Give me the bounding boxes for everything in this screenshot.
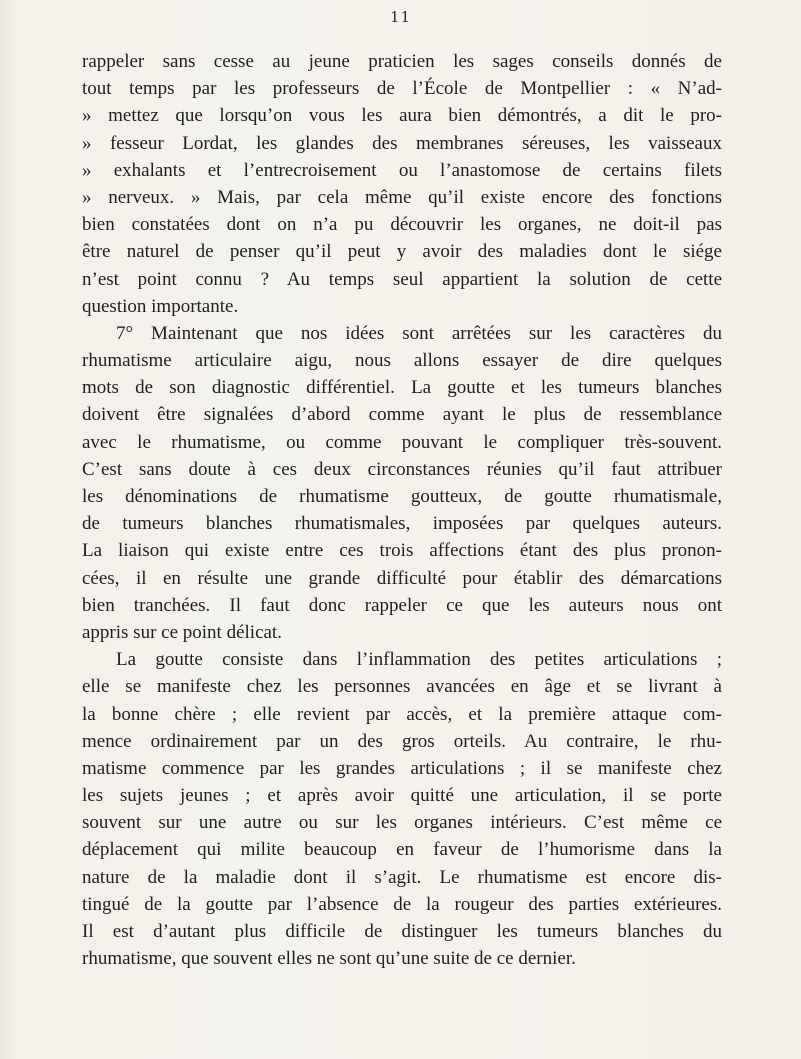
text-line: cées, il en résulte une grande difficulté pour établir des démarcations bbox=[82, 567, 722, 589]
text-line: nature de la maladie dont il s’agit. Le rhumatisme est encore dis- bbox=[82, 866, 722, 888]
text-line: question importante. bbox=[82, 295, 239, 317]
text-line: bien constatées dont on n’a pu découvrir les organes, ne doit-il pas bbox=[82, 214, 722, 236]
text-line: bien tranchées. Il faut donc rappeler ce que les auteurs nous ont bbox=[82, 594, 722, 616]
text-line: » mettez que lorsqu’on vous les aura bien démontrés, a dit le pro- bbox=[82, 105, 722, 127]
text-line: les sujets jeunes ; et après avoir quitté une articulation, il se porte bbox=[82, 785, 722, 807]
text-line: être naturel de penser qu’il peut y avoir des maladies dont le siége bbox=[82, 241, 722, 263]
text-line: souvent sur une autre ou sur les organes intérieurs. C’est même ce bbox=[82, 812, 722, 834]
text-line: les dénominations de rhumatisme goutteux, de goutte rhumatismale, bbox=[82, 486, 722, 507]
text-line: » fesseur Lordat, les glandes des membranes séreuses, les vaisseaux bbox=[82, 132, 722, 154]
text-line: matisme commence par les grandes articulations ; il se manifeste chez bbox=[82, 757, 722, 779]
text-line: la bonne chère ; elle revient par accès, et la première attaque com- bbox=[82, 703, 722, 725]
text-line: tout temps par les professeurs de l’École de Montpellier : « N’ad- bbox=[82, 78, 722, 100]
text-line: de tumeurs blanches rhumatismales, imposées par quelques auteurs. bbox=[82, 513, 722, 535]
text-line: mence ordinairement par un des gros orteils. Au contraire, le rhu- bbox=[82, 730, 722, 752]
text-line: 7° Maintenant que nos idées sont arrêtées sur les caractères du bbox=[116, 322, 722, 344]
paragraph-3 bbox=[82, 646, 722, 972]
body-text bbox=[82, 48, 722, 972]
page-number: 11 bbox=[389, 8, 412, 26]
text-line: rhumatisme, que souvent elles ne sont qu’une suite de ce dernier. bbox=[82, 948, 576, 970]
text-line: La goutte consiste dans l’inflammation des petites articulations ; bbox=[116, 649, 722, 671]
text-line: appris sur ce point délicat. bbox=[82, 621, 282, 643]
text-line: » nerveux. » Mais, par cela même qu’il existe encore des fonctions bbox=[82, 186, 722, 208]
text-line: rappeler sans cesse au jeune praticien les sages conseils donnés de bbox=[82, 51, 722, 72]
text-line: tingué de la goutte par l’absence de la rougeur des parties extérieures. bbox=[82, 893, 722, 915]
text-line: n’est point connu ? Au temps seul appartient la solution de cette bbox=[82, 268, 722, 290]
text-line: avec le rhumatisme, ou comme pouvant le compliquer très-souvent. bbox=[82, 431, 722, 453]
paragraph-1 bbox=[82, 48, 722, 320]
text-line: C’est sans doute à ces deux circonstances réunies qu’il faut attribuer bbox=[82, 458, 722, 480]
text-line: » exhalants et l’entrecroisement ou l’anastomose de certains filets bbox=[82, 159, 722, 181]
text-line: doivent être signalées d’abord comme ayant le plus de ressemblance bbox=[82, 404, 722, 426]
text-line: rhumatisme articulaire aigu, nous allons essayer de dire quelques bbox=[82, 350, 722, 372]
text-line: mots de son diagnostic différentiel. La goutte et les tumeurs blanches bbox=[82, 377, 722, 399]
text-line: La liaison qui existe entre ces trois affections étant des plus pronon- bbox=[82, 540, 722, 562]
text-line: Il est d’autant plus difficile de distinguer les tumeurs blanches du bbox=[82, 921, 722, 942]
text-line: elle se manifeste chez les personnes avancées en âge et se livrant à bbox=[82, 676, 722, 698]
paragraph-2 bbox=[82, 320, 722, 646]
text-line: déplacement qui milite beaucoup en faveur de l’humorisme dans la bbox=[82, 839, 722, 861]
